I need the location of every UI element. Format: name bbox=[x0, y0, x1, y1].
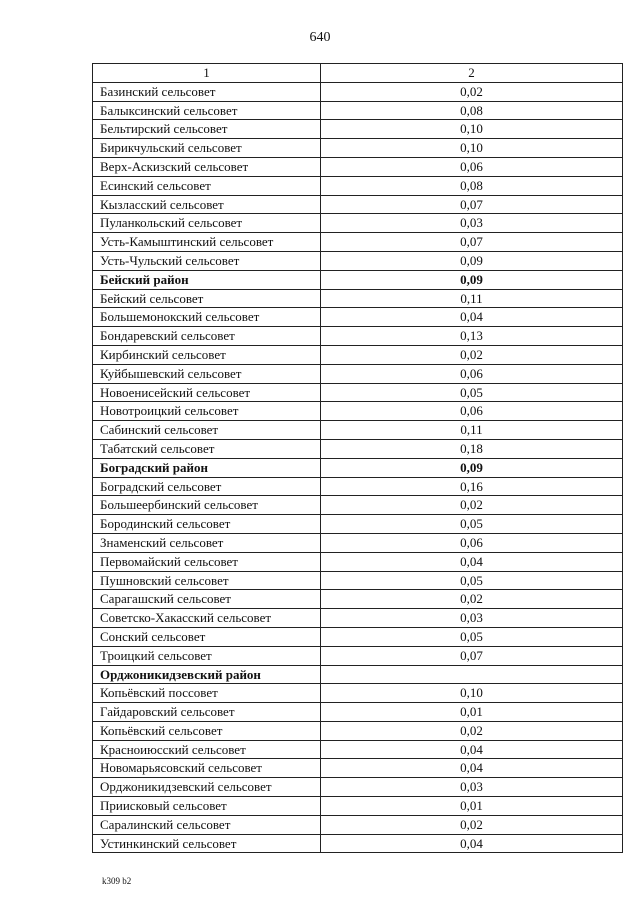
value-cell: 0,06 bbox=[321, 364, 623, 383]
value-cell: 0,08 bbox=[321, 176, 623, 195]
table-row bbox=[93, 477, 623, 496]
settlement-name: Большемонокский сельсовет bbox=[93, 308, 321, 327]
value-cell: 0,11 bbox=[321, 289, 623, 308]
value-cell: 0,03 bbox=[321, 609, 623, 628]
page-number: 640 bbox=[309, 30, 331, 45]
settlement-name: Бирикчульский сельсовет bbox=[93, 139, 321, 158]
table-row bbox=[93, 740, 623, 759]
value-cell: 0,05 bbox=[321, 571, 623, 590]
value-cell: 0,04 bbox=[321, 308, 623, 327]
settlement-name: Бейский сельсовет bbox=[93, 289, 321, 308]
settlement-name: Саралинский сельсовет bbox=[93, 815, 321, 834]
value-cell: 0,05 bbox=[321, 383, 623, 402]
value-cell: 0,08 bbox=[321, 101, 623, 120]
value-cell: 0,10 bbox=[321, 139, 623, 158]
settlement-name: Пуланкольский сельсовет bbox=[93, 214, 321, 233]
value-cell: 0,04 bbox=[321, 552, 623, 571]
table-row bbox=[93, 515, 623, 534]
value-cell: 0,09 bbox=[321, 251, 623, 270]
settlement-name: Знаменский сельсовет bbox=[93, 533, 321, 552]
settlement-name: Есинский сельсовет bbox=[93, 176, 321, 195]
settlement-name: Приисковый сельсовет bbox=[93, 797, 321, 816]
table-row bbox=[93, 195, 623, 214]
table-row bbox=[93, 157, 623, 176]
value-cell: 0,13 bbox=[321, 327, 623, 346]
district-row bbox=[93, 270, 623, 289]
value-cell: 0,18 bbox=[321, 439, 623, 458]
settlement-name: Бельтирский сельсовет bbox=[93, 120, 321, 139]
table-row bbox=[93, 383, 623, 402]
table-row bbox=[93, 176, 623, 195]
settlement-name: Гайдаровский сельсовет bbox=[93, 703, 321, 722]
settlement-name: Балыксинский сельсовет bbox=[93, 101, 321, 120]
value-cell: 0,11 bbox=[321, 421, 623, 440]
settlement-name: Новоенисейский сельсовет bbox=[93, 383, 321, 402]
table-row bbox=[93, 684, 623, 703]
header-col-2: 2 bbox=[321, 64, 623, 83]
settlement-name: Куйбышевский сельсовет bbox=[93, 364, 321, 383]
table-row bbox=[93, 496, 623, 515]
table-row bbox=[93, 815, 623, 834]
value-cell: 0,02 bbox=[321, 82, 623, 101]
district-row bbox=[93, 458, 623, 477]
settlement-name: Усть-Чульский сельсовет bbox=[93, 251, 321, 270]
district-name: Боградский район bbox=[93, 458, 321, 477]
table-row bbox=[93, 590, 623, 609]
settlement-name: Боградский сельсовет bbox=[93, 477, 321, 496]
header-col-1: 1 bbox=[93, 64, 321, 83]
value-cell: 0,02 bbox=[321, 590, 623, 609]
settlement-name: Первомайский сельсовет bbox=[93, 552, 321, 571]
value-cell: 0,07 bbox=[321, 646, 623, 665]
table-row bbox=[93, 345, 623, 364]
value-cell: 0,02 bbox=[321, 721, 623, 740]
settlement-name: Устинкинский сельсовет bbox=[93, 834, 321, 853]
value-cell: 0,01 bbox=[321, 703, 623, 722]
table-row bbox=[93, 402, 623, 421]
table-row bbox=[93, 439, 623, 458]
data-table bbox=[92, 63, 623, 853]
settlement-name: Копьёвский сельсовет bbox=[93, 721, 321, 740]
table-row bbox=[93, 421, 623, 440]
settlement-name: Красноиюсский сельсовет bbox=[93, 740, 321, 759]
table-row bbox=[93, 139, 623, 158]
settlement-name: Базинский сельсовет bbox=[93, 82, 321, 101]
value-cell: 0,03 bbox=[321, 214, 623, 233]
settlement-name: Табатский сельсовет bbox=[93, 439, 321, 458]
settlement-name: Сарагашский сельсовет bbox=[93, 590, 321, 609]
table-row bbox=[93, 571, 623, 590]
table-row bbox=[93, 609, 623, 628]
value-cell: 0,06 bbox=[321, 157, 623, 176]
settlement-name: Кызласский сельсовет bbox=[93, 195, 321, 214]
settlement-name: Верх-Аскизский сельсовет bbox=[93, 157, 321, 176]
settlement-name: Кирбинский сельсовет bbox=[93, 345, 321, 364]
settlement-name: Усть-Камыштинский сельсовет bbox=[93, 233, 321, 252]
value-cell: 0,16 bbox=[321, 477, 623, 496]
value-cell: 0,02 bbox=[321, 496, 623, 515]
table-row bbox=[93, 834, 623, 853]
value-cell: 0,09 bbox=[321, 270, 623, 289]
settlement-name: Бондаревский сельсовет bbox=[93, 327, 321, 346]
settlement-name: Бородинский сельсовет bbox=[93, 515, 321, 534]
footer-code: k309 b2 bbox=[102, 876, 132, 886]
value-cell: 0,04 bbox=[321, 740, 623, 759]
settlement-name: Новомарьясовский сельсовет bbox=[93, 759, 321, 778]
table-row bbox=[93, 289, 623, 308]
value-cell bbox=[321, 665, 623, 684]
settlement-name: Троицкий сельсовет bbox=[93, 646, 321, 665]
table-row bbox=[93, 251, 623, 270]
district-name: Орджоникидзевский район bbox=[93, 665, 321, 684]
table-row bbox=[93, 552, 623, 571]
settlement-name: Сонский сельсовет bbox=[93, 627, 321, 646]
table-row bbox=[93, 703, 623, 722]
value-cell: 0,05 bbox=[321, 515, 623, 534]
value-cell: 0,07 bbox=[321, 195, 623, 214]
table-row bbox=[93, 759, 623, 778]
table-row bbox=[93, 627, 623, 646]
table-row bbox=[93, 120, 623, 139]
table-row bbox=[93, 646, 623, 665]
table-row bbox=[93, 797, 623, 816]
table-header-row bbox=[93, 64, 623, 83]
table-row bbox=[93, 214, 623, 233]
district-row bbox=[93, 665, 623, 684]
district-name: Бейский район bbox=[93, 270, 321, 289]
settlement-name: Советско-Хакасский сельсовет bbox=[93, 609, 321, 628]
value-cell: 0,09 bbox=[321, 458, 623, 477]
settlement-name: Орджоникидзевский сельсовет bbox=[93, 778, 321, 797]
table-body bbox=[93, 64, 623, 853]
settlement-name: Копьёвский поссовет bbox=[93, 684, 321, 703]
value-cell: 0,10 bbox=[321, 120, 623, 139]
value-cell: 0,07 bbox=[321, 233, 623, 252]
table-row bbox=[93, 327, 623, 346]
value-cell: 0,02 bbox=[321, 815, 623, 834]
value-cell: 0,02 bbox=[321, 345, 623, 364]
value-cell: 0,06 bbox=[321, 533, 623, 552]
settlement-name: Большеербинский сельсовет bbox=[93, 496, 321, 515]
table-row bbox=[93, 82, 623, 101]
value-cell: 0,06 bbox=[321, 402, 623, 421]
table-row bbox=[93, 364, 623, 383]
value-cell: 0,10 bbox=[321, 684, 623, 703]
settlement-name: Новотроицкий сельсовет bbox=[93, 402, 321, 421]
table-row bbox=[93, 778, 623, 797]
value-cell: 0,01 bbox=[321, 797, 623, 816]
value-cell: 0,04 bbox=[321, 759, 623, 778]
settlement-name: Пушновский сельсовет bbox=[93, 571, 321, 590]
table-row bbox=[93, 233, 623, 252]
value-cell: 0,03 bbox=[321, 778, 623, 797]
value-cell: 0,04 bbox=[321, 834, 623, 853]
table-row bbox=[93, 101, 623, 120]
table-row bbox=[93, 721, 623, 740]
table-row bbox=[93, 533, 623, 552]
settlement-name: Сабинский сельсовет bbox=[93, 421, 321, 440]
value-cell: 0,05 bbox=[321, 627, 623, 646]
table-row bbox=[93, 308, 623, 327]
